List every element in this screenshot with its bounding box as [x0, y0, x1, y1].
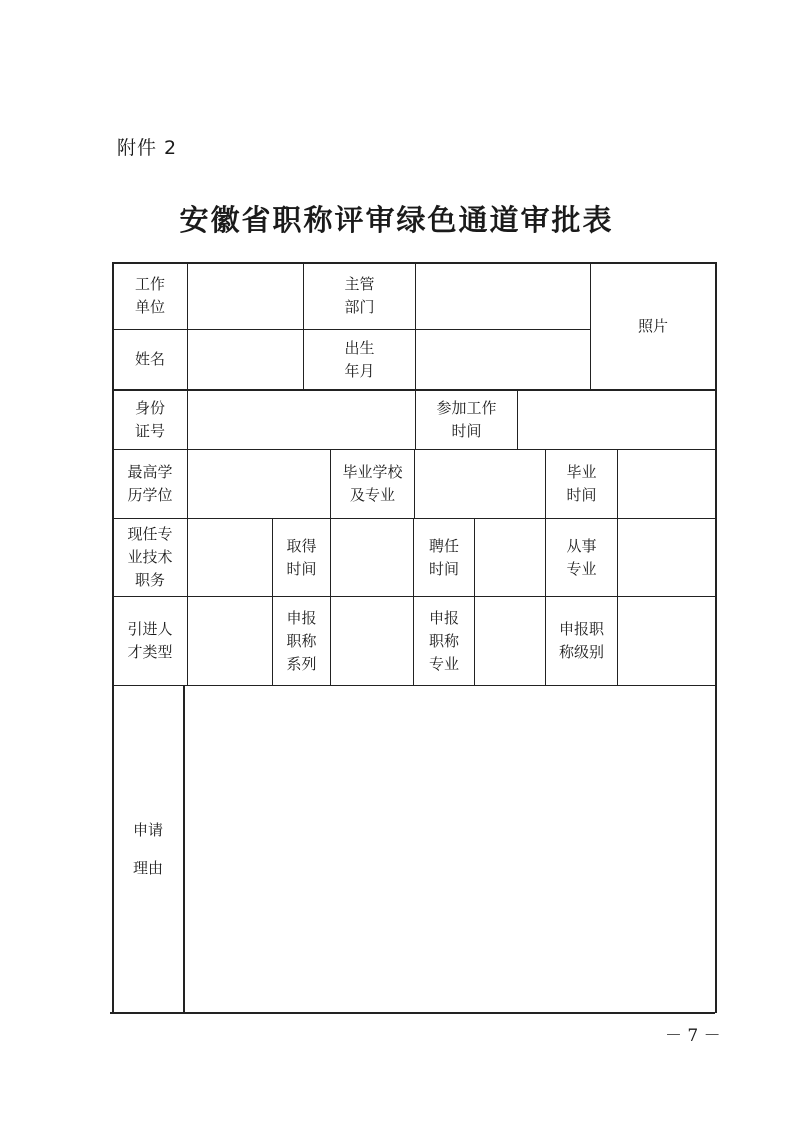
title-level-label: 申报职 称级别	[558, 620, 604, 661]
page-number: － 7 －	[665, 1026, 721, 1046]
title-series-field[interactable]	[331, 597, 413, 685]
current-title-field[interactable]	[188, 519, 272, 596]
obtain-time-field[interactable]	[331, 519, 413, 596]
title-level-field[interactable]	[618, 597, 715, 685]
photo-label: 照片	[637, 316, 668, 335]
engaged-major-field[interactable]	[618, 519, 715, 596]
id-number-field[interactable]	[188, 391, 415, 449]
photo-box[interactable]	[591, 263, 715, 389]
attachment-label: 附件 2	[117, 137, 178, 159]
title-series-label: 申报 职称 系列	[286, 608, 317, 673]
birth-date-field[interactable]	[416, 330, 590, 389]
reason-field[interactable]	[185, 686, 715, 1012]
hire-time-label: 聘任 时间	[428, 536, 459, 578]
talent-type-label: 引进人 才类型	[127, 620, 173, 661]
title-major-field[interactable]	[475, 597, 545, 685]
title-major-label: 申报 职称 专业	[428, 608, 459, 673]
work-unit-field[interactable]	[188, 263, 303, 329]
degree-field[interactable]	[188, 450, 330, 518]
grad-time-field[interactable]	[618, 450, 715, 518]
supervisor-dept-label: 主管 部门	[344, 275, 375, 316]
work-start-field[interactable]	[518, 391, 715, 449]
id-number-label: 身份 证号	[134, 399, 165, 440]
grad-time-label: 毕业 时间	[566, 463, 597, 504]
school-major-field[interactable]	[415, 450, 545, 518]
hire-time-field[interactable]	[475, 519, 545, 596]
supervisor-dept-field[interactable]	[416, 263, 590, 329]
work-start-label: 参加工作 时间	[436, 399, 497, 440]
current-title-label: 现任专 业技术 职务	[127, 525, 173, 589]
engaged-major-label: 从事 专业	[566, 536, 597, 578]
obtain-time-label: 取得 时间	[286, 536, 317, 578]
page-title: 安徽省职称评审绿色通道审批表	[179, 203, 614, 237]
talent-type-field[interactable]	[188, 597, 272, 685]
birth-date-label: 出生 年月	[344, 338, 375, 380]
reason-label: 申请 理由	[132, 821, 163, 877]
work-unit-label: 工作 单位	[134, 275, 165, 316]
name-label: 姓名	[134, 350, 165, 368]
degree-label: 最高学 历学位	[127, 463, 173, 504]
school-major-label: 毕业学校 及专业	[342, 463, 403, 504]
name-field[interactable]	[188, 330, 303, 389]
